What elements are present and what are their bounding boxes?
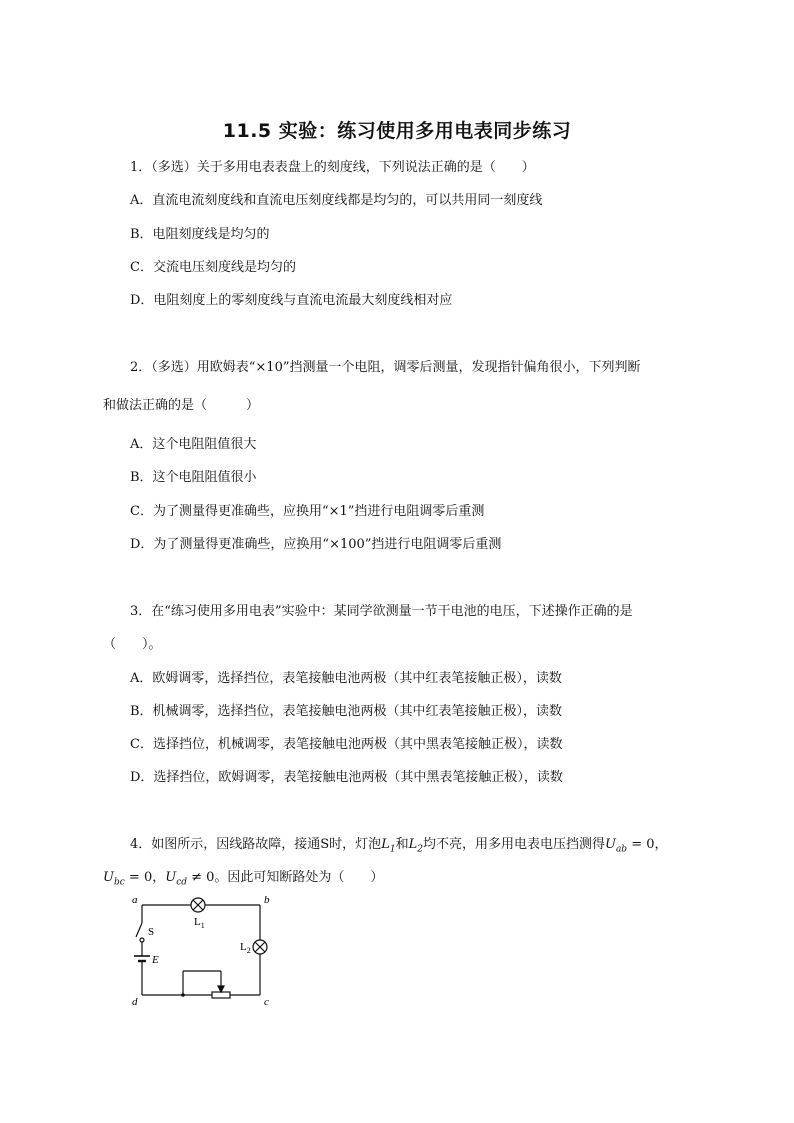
- q1-option-c: C．交流电压刻度线是均匀的: [130, 260, 296, 275]
- label-s: S: [148, 926, 155, 938]
- q3-stem-line2: （ ）。: [103, 637, 162, 652]
- rheostat-icon: [183, 971, 230, 998]
- q4-stem-line1: [130, 837, 668, 858]
- page-title: 11.5 实验：练习使用多用电表同步练习: [222, 120, 572, 142]
- q2-option-c: C．为了测量得更准确些，应换用“×1”挡进行电阻调零后重测: [130, 504, 485, 519]
- q3-option-b: B．机械调零，选择挡位，表笔接触电池两极（其中红表笔接触正极），读数: [130, 704, 563, 719]
- q4-eq0: = 0，: [627, 837, 668, 852]
- q3-option-a: A．欧姆调零，选择挡位，表笔接触电池两极（其中红表笔接触正极），读数: [130, 671, 562, 686]
- q2-stem-line2: 和做法正确的是（ ）: [103, 398, 260, 413]
- q4-stem-line2: [103, 870, 383, 891]
- q4-eq0b: = 0，: [124, 870, 166, 885]
- q3-option-d: D．选择挡位，欧姆调零，表笔接触电池两极（其中黑表笔接触正极），读数: [130, 770, 563, 785]
- q4-neq0: ≠ 0。因此可知断路处为（ ）: [187, 870, 384, 885]
- label-d: d: [132, 996, 138, 1008]
- label-a: a: [132, 894, 138, 906]
- q2-option-d: D．为了测量得更准确些，应换用“×100”挡进行电阻调零后重测: [130, 537, 502, 552]
- q1-option-a: A．直流电流刻度线和直流电压刻度线都是均匀的，可以共用同一刻度线: [130, 193, 543, 208]
- battery-icon: [134, 956, 150, 961]
- q2-stem-line1: 2．（多选）用欧姆表“×10”挡测量一个电阻，调零后测量，发现指针偏角很小，下列判断: [130, 360, 641, 375]
- q4-l2: $L_2$: [408, 837, 423, 855]
- lamp-l2-icon: [253, 940, 267, 954]
- junction-dot: [181, 993, 185, 997]
- q1-option-b: B．电阻刻度线是均匀的: [130, 227, 270, 242]
- q1-option-d: D．电阻刻度上的零刻度线与直流电流最大刻度线相对应: [130, 293, 453, 308]
- q3-stem-line1: 3．在“练习使用多用电表”实验中：某同学欲测量一节干电池的电压，下述操作正确的是: [130, 604, 633, 619]
- q2-option-a: A．这个电阻阻值很大: [130, 437, 257, 452]
- q2-option-b: B．这个电阻阻值很小: [130, 470, 257, 485]
- label-c: c: [264, 996, 269, 1008]
- q4-ubc: $U_{bc}$: [103, 870, 125, 888]
- circuit-diagram: [128, 893, 288, 1008]
- q4-and: 和: [395, 837, 409, 852]
- lamp-l1-icon: [191, 898, 205, 912]
- label-b: b: [264, 894, 270, 906]
- label-l1: $L_1$: [194, 916, 205, 930]
- switch-icon: [136, 923, 144, 942]
- q3-option-c: C．选择挡位，机械调零，表笔接触电池两极（其中黑表笔接触正极），读数: [130, 737, 563, 752]
- q4-l1: $L_1$: [381, 837, 396, 855]
- q4-text-b: 均不亮，用多用电表电压挡测得: [422, 837, 605, 852]
- q1-stem: 1．（多选）关于多用电表表盘上的刻度线，下列说法正确的是（ ）: [130, 160, 535, 175]
- q4-text-a: 4．如图所示，因线路故障，接通S时，灯泡: [130, 837, 382, 852]
- q4-ucd: $U_{cd}$: [165, 870, 187, 888]
- label-l2: $L_2$: [240, 941, 251, 955]
- label-e: E: [152, 954, 159, 966]
- q4-uab: $U_{ab}$: [604, 837, 628, 855]
